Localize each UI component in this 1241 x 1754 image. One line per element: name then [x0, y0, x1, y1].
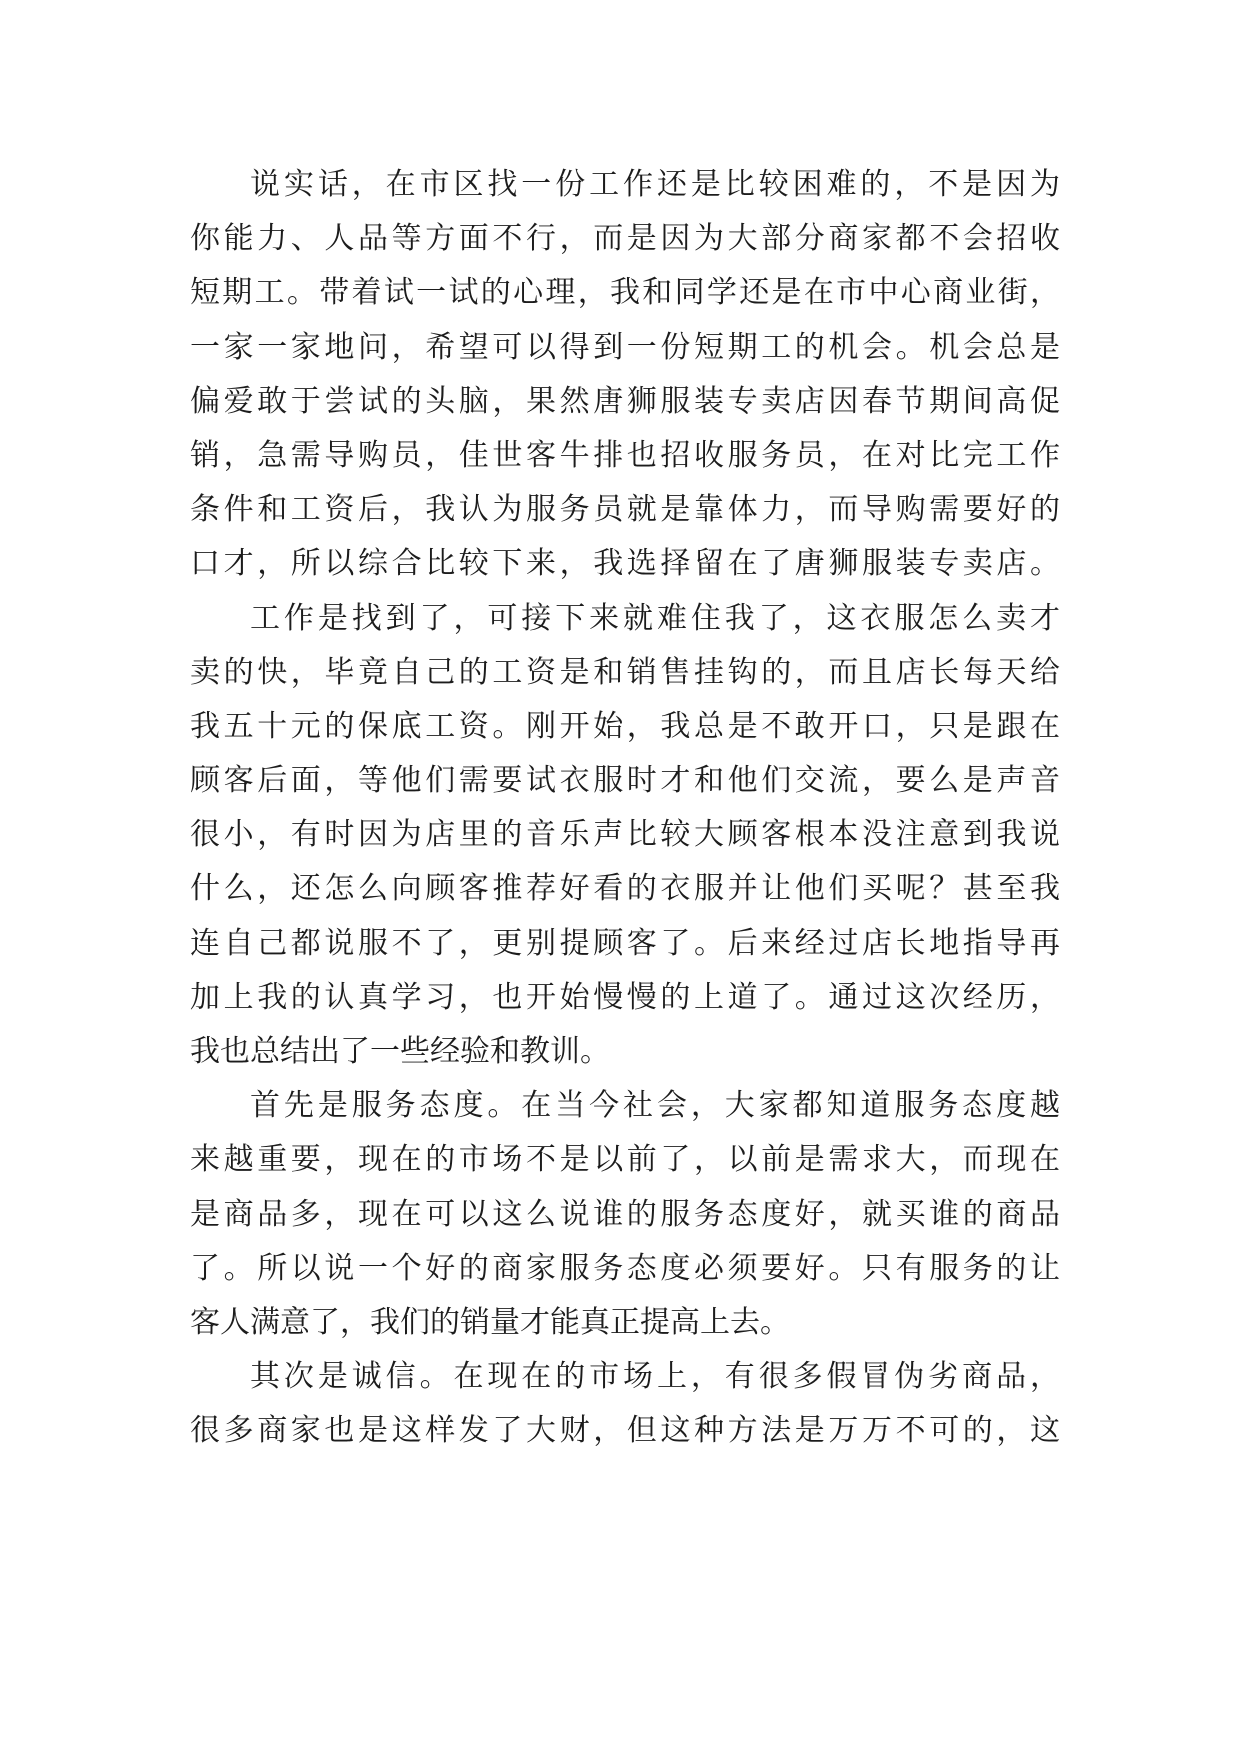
text-line: 说实话，在市区找一份工作还是比较困难的，不是因为 [250, 167, 1060, 202]
text-line: 加上我的认真学习，也开始慢慢的上道了。通过这次经历， [190, 979, 1060, 1015]
paragraph-4 [190, 1350, 1060, 1458]
paragraph-3 [190, 1079, 1060, 1350]
text-line: 短期工。带着试一试的心理，我和同学还是在市中心商业街， [190, 275, 1060, 311]
text-line: 了。所以说一个好的商家服务态度必须要好。只有服务的让 [190, 1250, 1060, 1286]
text-line: 很多商家也是这样发了大财，但这种方法是万万不可的，这 [190, 1413, 1060, 1449]
document-body [190, 158, 1060, 1459]
text-line: 是商品多，现在可以这么说谁的服务态度好，就买谁的商品 [190, 1196, 1060, 1232]
text-line: 我也总结出了一些经验和教训。 [190, 1034, 610, 1069]
text-line: 来越重要，现在的市场不是以前了，以前是需求大，而现在 [190, 1142, 1060, 1178]
text-line: 条件和工资后，我认为服务员就是靠体力，而导购需要好的 [190, 492, 1060, 528]
text-line: 偏爱敢于尝试的头脑，果然唐狮服装专卖店因春节期间高促 [190, 383, 1060, 419]
text-line: 顾客后面，等他们需要试衣服时才和他们交流，要么是声音 [190, 763, 1060, 799]
text-line: 很小，有时因为店里的音乐声比较大顾客根本没注意到我说 [190, 817, 1060, 853]
text-line: 工作是找到了，可接下来就难住我了，这衣服怎么卖才 [250, 600, 1060, 636]
paragraph-1 [190, 158, 1060, 592]
text-line: 销，急需导购员，佳世客牛排也招收服务员，在对比完工作 [190, 437, 1060, 473]
paragraph-2 [190, 592, 1060, 1080]
text-line: 口才，所以综合比较下来，我选择留在了唐狮服装专卖店。 [190, 546, 1060, 582]
text-line: 什么，还怎么向顾客推荐好看的衣服并让他们买呢？甚至我 [190, 871, 1060, 907]
text-line: 客人满意了，我们的销量才能真正提高上去。 [190, 1304, 790, 1340]
text-line: 连自己都说服不了，更别提顾客了。后来经过店长地指导再 [190, 925, 1060, 961]
text-line: 其次是诚信。在现在的市场上，有很多假冒伪劣商品， [250, 1359, 1060, 1395]
text-line: 卖的快，毕竟自己的工资是和销售挂钩的，而且店长每天给 [190, 654, 1060, 690]
text-line: 我五十元的保底工资。刚开始，我总是不敢开口，只是跟在 [190, 708, 1060, 744]
text-line: 你能力、人品等方面不行，而是因为大部分商家都不会招收 [190, 221, 1060, 257]
text-line: 一家一家地问，希望可以得到一份短期工的机会。机会总是 [190, 329, 1060, 365]
text-line: 首先是服务态度。在当今社会，大家都知道服务态度越 [250, 1088, 1060, 1124]
